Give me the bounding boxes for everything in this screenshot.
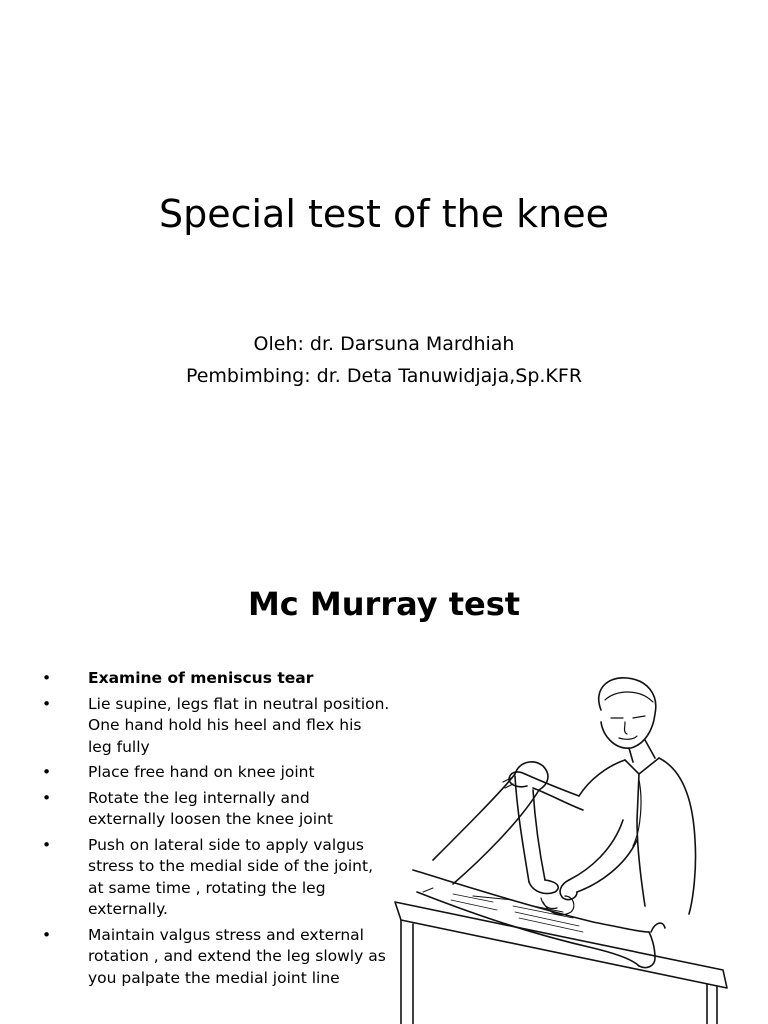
table-hatching-drawing	[451, 894, 583, 932]
bullet-icon: •	[42, 925, 52, 944]
section-title: Mc Murray test	[247, 585, 521, 623]
list-item	[40, 668, 390, 690]
list-item	[40, 762, 390, 784]
mcmurray-slide	[0, 540, 768, 1024]
bullet-list	[40, 668, 390, 993]
bullet-text: Place free hand on knee joint	[88, 763, 315, 781]
bullet-icon: •	[42, 835, 52, 854]
bullet-text: Examine of meniscus tear	[88, 669, 314, 687]
patient-extended-leg-drawing	[413, 870, 665, 968]
supervisor-line: Pembimbing: dr. Deta Tanuwidjaja,Sp.KFR	[185, 365, 583, 387]
presentation-title: Special test of the knee	[158, 192, 610, 236]
list-item	[40, 788, 390, 831]
bullet-icon: •	[42, 788, 52, 807]
mcmurray-test-illustration-icon	[393, 670, 743, 1024]
bullet-text: Maintain valgus stress and external rotation , and extend the leg slowly as you palpate the medial joint line	[88, 925, 386, 987]
bullet-icon: •	[42, 694, 52, 713]
list-item	[40, 925, 390, 990]
bullet-text: Lie supine, legs flat in neutral position. One hand hold his heel and flex his leg fully	[88, 694, 390, 756]
bullet-text: Push on lateral side to apply valgus stress to the medial side of the joint, at same time , rotating the leg externally.	[88, 835, 374, 918]
bullet-text: Rotate the leg internally and externally loosen the knee joint	[88, 788, 333, 828]
bullet-icon: •	[42, 669, 52, 687]
bullet-icon: •	[42, 763, 52, 781]
presentation-subtitle	[0, 328, 768, 392]
patient-flexed-leg-drawing	[433, 762, 558, 909]
author-line: Oleh: dr. Darsuna Mardhiah	[253, 333, 515, 355]
list-item	[40, 694, 390, 759]
table-drawing	[395, 888, 727, 1024]
list-item	[40, 835, 390, 921]
examiner-drawing	[503, 678, 696, 915]
